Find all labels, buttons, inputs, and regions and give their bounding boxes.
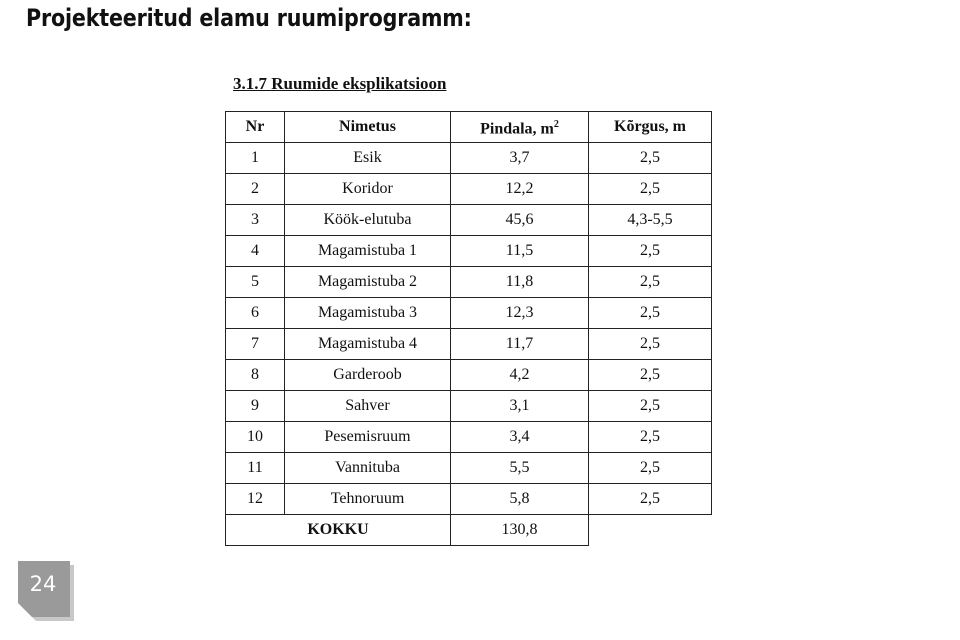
table-row (226, 329, 712, 360)
row-height: 2,5 (589, 174, 712, 205)
row-name: Magamistuba 3 (285, 298, 451, 329)
row-area: 5,8 (451, 484, 589, 515)
table-row (226, 422, 712, 453)
row-height: 2,5 (589, 453, 712, 484)
row-height: 2,5 (589, 267, 712, 298)
row-name: Vannituba (285, 453, 451, 484)
row-area: 11,7 (451, 329, 589, 360)
row-name: Esik (285, 143, 451, 174)
row-nr: 10 (226, 422, 285, 453)
table-header-row (226, 112, 712, 143)
room-explication-table (225, 111, 712, 546)
row-area: 4,2 (451, 360, 589, 391)
row-name: Magamistuba 1 (285, 236, 451, 267)
row-area: 12,2 (451, 174, 589, 205)
table-row (226, 391, 712, 422)
row-height: 2,5 (589, 329, 712, 360)
row-name: Sahver (285, 391, 451, 422)
row-area: 5,5 (451, 453, 589, 484)
table-row (226, 236, 712, 267)
row-name: Magamistuba 2 (285, 267, 451, 298)
row-nr: 4 (226, 236, 285, 267)
row-nr: 3 (226, 205, 285, 236)
page-number-badge (18, 561, 78, 621)
row-nr: 7 (226, 329, 285, 360)
row-area: 3,1 (451, 391, 589, 422)
table-row (226, 143, 712, 174)
row-name: Tehnoruum (285, 484, 451, 515)
total-area: 130,8 (451, 515, 589, 546)
table-row (226, 360, 712, 391)
row-height: 2,5 (589, 143, 712, 174)
header-area-superscript: 2 (553, 118, 559, 130)
row-nr: 12 (226, 484, 285, 515)
section-title: 3.1.7 Ruumide eksplikatsioon (233, 74, 447, 93)
total-empty-cell (589, 515, 712, 546)
header-name: Nimetus (285, 112, 451, 143)
row-height: 2,5 (589, 298, 712, 329)
page-number: 24 (29, 572, 57, 596)
row-height: 2,5 (589, 391, 712, 422)
row-nr: 8 (226, 360, 285, 391)
row-height: 2,5 (589, 422, 712, 453)
row-name: Köök-elutuba (285, 205, 451, 236)
table-row (226, 174, 712, 205)
header-area (451, 112, 589, 143)
header-height: Kõrgus, m (589, 112, 712, 143)
row-height: 2,5 (589, 360, 712, 391)
row-height: 2,5 (589, 236, 712, 267)
table-row (226, 205, 712, 236)
row-nr: 9 (226, 391, 285, 422)
row-nr: 6 (226, 298, 285, 329)
row-area: 12,3 (451, 298, 589, 329)
row-nr: 11 (226, 453, 285, 484)
row-name: Pesemisruum (285, 422, 451, 453)
row-name: Magamistuba 4 (285, 329, 451, 360)
header-nr: Nr (226, 112, 285, 143)
row-height: 4,3-5,5 (589, 205, 712, 236)
row-area: 3,4 (451, 422, 589, 453)
row-nr: 2 (226, 174, 285, 205)
table-row (226, 267, 712, 298)
table-row (226, 453, 712, 484)
row-nr: 1 (226, 143, 285, 174)
row-nr: 5 (226, 267, 285, 298)
row-name: Garderoob (285, 360, 451, 391)
total-row (226, 515, 712, 546)
row-height: 2,5 (589, 484, 712, 515)
row-name: Koridor (285, 174, 451, 205)
page-heading: Projekteeritud elamu ruumiprogramm: (26, 4, 472, 32)
row-area: 11,8 (451, 267, 589, 298)
row-area: 45,6 (451, 205, 589, 236)
total-label: KOKKU (226, 515, 451, 546)
row-area: 11,5 (451, 236, 589, 267)
table-row (226, 298, 712, 329)
table-row (226, 484, 712, 515)
header-area-label: Pindala, m (480, 120, 554, 138)
row-area: 3,7 (451, 143, 589, 174)
